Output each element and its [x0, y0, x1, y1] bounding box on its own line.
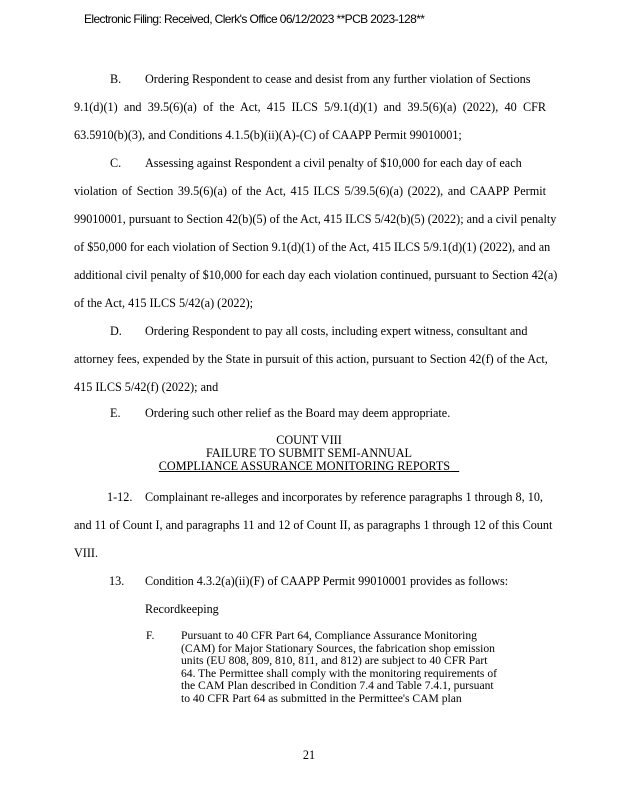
quote-letter-f: F.	[146, 629, 155, 642]
para-1-12-line-3: VIII.	[74, 546, 99, 560]
quote-line-4: 64. The Permittee shall comply with the monitoring requirements of	[181, 666, 497, 680]
quote-line-3: units (EU 808, 809, 810, 811, and 812) are subject to 40 CFR Part	[181, 654, 488, 667]
para-b-line-2: 9.1(d)(1) and 39.5(6)(a) of the Act, 415 ILCS 5/9.1(d)(1) and 39.5(6)(a) (2022), 40 CFR	[74, 100, 546, 114]
para-1-12-line-2: and 11 of Count I, and paragraphs 11 and 12 of Count II, as paragraphs 1 through 12 of this Count	[74, 518, 553, 532]
paragraph-number-1-12: 1-12.	[107, 490, 133, 504]
quote-line-2: (CAM) for Major Stationary Sources, the fabrication shop emission	[181, 641, 495, 655]
quote-line-5: the CAM Plan described in Condition 7.4 and Table 7.4.1, pursuant	[181, 679, 494, 692]
para-d-line-2: attorney fees, expended by the State in pursuit of this action, pursuant to Section 42(f) of the Act,	[74, 352, 548, 366]
count-heading-number: COUNT VIII	[276, 433, 342, 447]
quote-line-6: to 40 CFR Part 64 as submitted in the Permittee's CAM plan	[181, 691, 462, 705]
recordkeeping-subheading: Recordkeeping	[145, 602, 219, 616]
quote-line-1: Pursuant to 40 CFR Part 64, Compliance Assurance Monitoring	[181, 629, 477, 642]
page-number: 21	[302, 748, 316, 762]
item-letter-c: C.	[110, 156, 122, 170]
para-b-line-3: 63.5910(b)(3), and Conditions 4.1.5(b)(ii)(A)-(C) of CAAPP Permit 99010001;	[74, 128, 462, 142]
paragraph-number-13: 13.	[109, 574, 125, 588]
para-c-line-5: additional civil penalty of $10,000 for each day each violation continued, pursuant to Section 42(a)	[74, 268, 558, 282]
para-c-line-1: Assessing against Respondent a civil penalty of $10,000 for each day of each	[145, 156, 522, 170]
item-letter-b: B.	[110, 72, 122, 86]
count-heading-title-2	[0, 459, 618, 473]
electronic-filing-header: Electronic Filing: Received, Clerk's Office 06/12/2023 **PCB 2023-128**	[84, 12, 425, 26]
count-heading-title-2-text: COMPLIANCE ASSURANCE MONITORING REPORTS	[158, 459, 451, 473]
para-e-line-1: Ordering such other relief as the Board may deem appropriate.	[145, 406, 451, 420]
para-c-line-4: of $50,000 for each violation of Section 9.1(d)(1) of the Act, 415 ILCS 5/9.1(d)(1) (2022), and an	[74, 240, 551, 254]
count-heading-title-1: FAILURE TO SUBMIT SEMI-ANNUAL	[206, 446, 412, 460]
para-1-12-line-1: Complainant re-alleges and incorporates by reference paragraphs 1 through 8, 10,	[145, 490, 543, 504]
para-c-line-6: of the Act, 415 ILCS 5/42(a) (2022);	[74, 296, 254, 310]
para-c-line-2: violation of Section 39.5(6)(a) of the Act, 415 ILCS 5/39.5(6)(a) (2022), and CAAPP Permit	[74, 184, 546, 198]
item-letter-d: D.	[110, 324, 122, 338]
para-c-line-3: 99010001, pursuant to Section 42(b)(5) of the Act, 415 ILCS 5/42(b)(5) (2022); and a civil penalty	[74, 212, 557, 226]
para-d-line-3: 415 ILCS 5/42(f) (2022); and	[74, 380, 219, 394]
para-13-text: Condition 4.3.2(a)(ii)(F) of CAAPP Permit 99010001 provides as follows:	[145, 574, 509, 588]
para-b-line-1: Ordering Respondent to cease and desist from any further violation of Sections	[145, 72, 531, 86]
item-letter-e: E.	[110, 406, 121, 420]
para-d-line-1: Ordering Respondent to pay all costs, including expert witness, consultant and	[145, 324, 528, 338]
